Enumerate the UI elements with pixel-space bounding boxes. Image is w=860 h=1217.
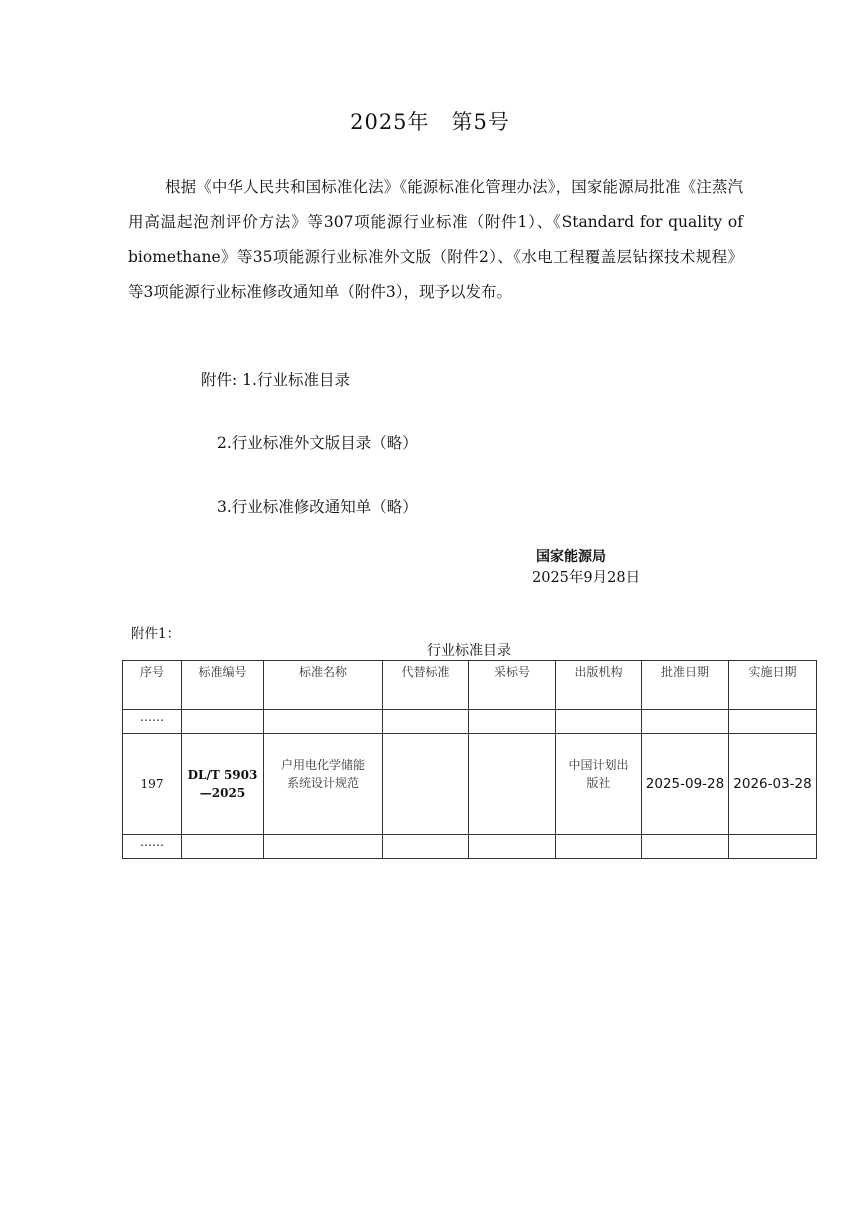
standards-table: [122, 660, 817, 859]
empty-cell: [556, 835, 642, 859]
cell-publisher-line2: 版社: [586, 776, 611, 790]
cell-name-line2: 系统设计规范: [286, 776, 359, 790]
cell-replaces: [383, 734, 469, 835]
header-effective-date: 实施日期: [729, 661, 817, 710]
empty-cell: [556, 710, 642, 734]
table-header-row: [123, 661, 817, 710]
header-replaces: 代替标准: [383, 661, 469, 710]
signature-date: 2025年9月28日: [532, 570, 641, 586]
cell-code-line1: DL/T 5903: [187, 768, 258, 782]
header-seq: 序号: [123, 661, 182, 710]
announcement-title: 2025年 第5号: [350, 110, 510, 134]
empty-cell: [264, 710, 383, 734]
empty-cell: [729, 710, 817, 734]
header-adopted: 采标号: [469, 661, 556, 710]
empty-cell: [469, 835, 556, 859]
cell-code-line2: —2025: [199, 786, 246, 800]
cell-effective-date: 2026-03-28: [729, 734, 817, 835]
empty-cell: [642, 835, 729, 859]
empty-cell: [182, 835, 264, 859]
ellipsis-cell: ……: [123, 835, 182, 859]
cell-name-line1: 户用电化学储能: [280, 758, 365, 772]
empty-cell: [642, 710, 729, 734]
cell-code: [182, 734, 264, 835]
table-row: [123, 835, 817, 859]
cell-publisher: [556, 734, 642, 835]
empty-cell: [182, 710, 264, 734]
empty-cell: [729, 835, 817, 859]
announcement-body: [128, 170, 743, 310]
cell-seq: 197: [123, 734, 182, 835]
attachment-label: 附件1：: [131, 626, 181, 642]
header-name: 标准名称: [264, 661, 383, 710]
empty-cell: [469, 710, 556, 734]
signature-org: 国家能源局: [536, 549, 606, 565]
attachment-item-2: 2.行业标准外文版目录（略）: [217, 434, 418, 452]
header-approval-date: 批准日期: [642, 661, 729, 710]
attachment-item-1: 附件: 1.行业标准目录: [201, 371, 350, 389]
cell-adopted: [469, 734, 556, 835]
cell-approval-date: 2025-09-28: [642, 734, 729, 835]
header-code: 标准编号: [182, 661, 264, 710]
attachment-item-3: 3.行业标准修改通知单（略）: [217, 498, 418, 516]
empty-cell: [383, 710, 469, 734]
header-publisher: 出版机构: [556, 661, 642, 710]
ellipsis-cell: ……: [123, 710, 182, 734]
empty-cell: [383, 835, 469, 859]
empty-cell: [264, 835, 383, 859]
table-row: [123, 710, 817, 734]
table-row: [123, 734, 817, 835]
cell-publisher-line1: 中国计划出: [568, 758, 629, 772]
body-paragraph: 根据《中华人民共和国标准化法》《能源标准化管理办法》，国家能源局批准《注蒸汽用高温起泡剂评价方法》等307项能源行业标准（附件1）、《Standard for quality of biomethane》等35项能源行业标准外文版（附件2）、《水电工程覆盖层钻探技术规程》等3项能源行业标准修改通知单（附件3），现予以发布。: [128, 178, 743, 301]
table-title: 行业标准目录: [427, 643, 511, 659]
cell-name: [264, 734, 383, 835]
